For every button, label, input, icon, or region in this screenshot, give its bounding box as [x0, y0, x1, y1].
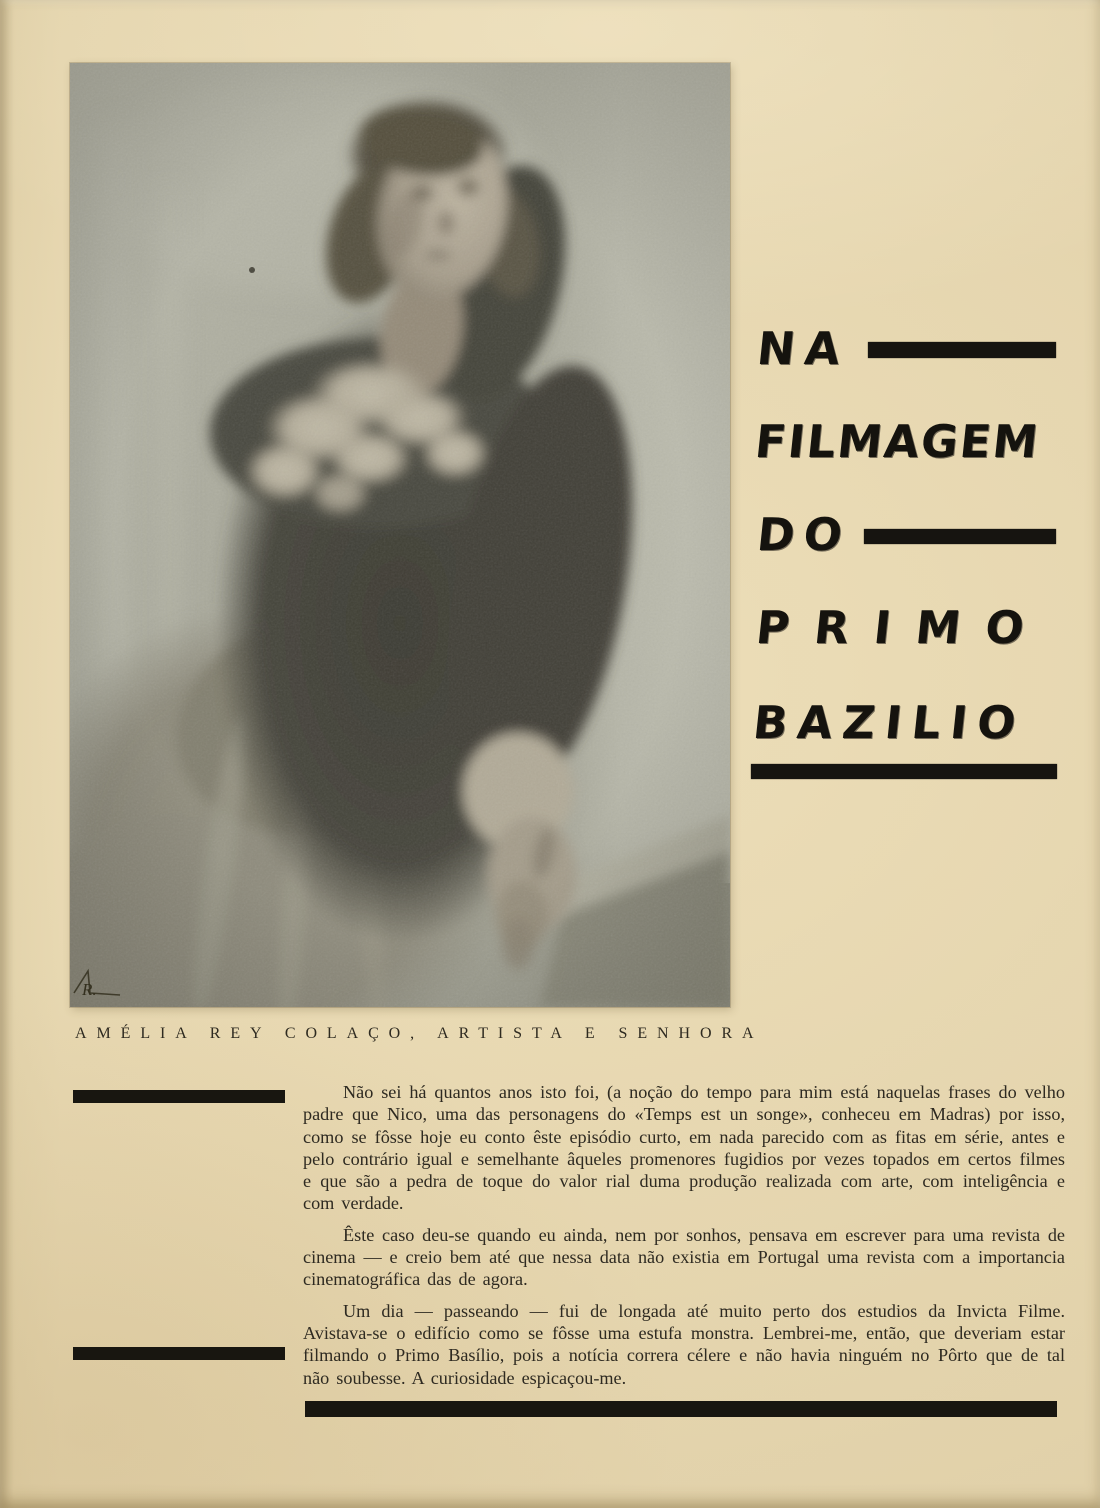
headline-rule-top: [868, 342, 1056, 358]
headline-line-bazilio: BAZILIO: [750, 696, 1029, 749]
photo-signature: R.: [82, 980, 97, 999]
portrait-photo-art: [70, 63, 730, 1007]
headline-line-filmagem: FILMAGEM: [752, 415, 1043, 468]
headline-rule-middle: [864, 529, 1056, 544]
article-end-rule: [73, 1347, 285, 1360]
headline-rule-bottom: [751, 764, 1057, 779]
article-paragraph: Um dia — passeando — fui de longada até muito perto dos estudios da Invicta Filme. Avistava-se o edifício como se fôsse uma estufa monstra. Lembrei-me, então, que deveriam estar filmando o Primo Basílio, pois a notícia correra célere e não havia ninguém no Pôrto que de tal não soubesse. A curiosidade espicaçou-me.: [303, 1300, 1065, 1388]
portrait-photo: [70, 63, 730, 1007]
headline-line-do: DO: [754, 508, 854, 561]
article-body: [303, 1081, 1065, 1389]
article-paragraph: Não sei há quantos anos isto foi, (a noção do tempo para mim está naquelas frases do velho padre que Nico, uma das personagens do «Temps est un songe», conheceu em Madras) por isso, como se fôsse hoje eu conto êste episódio curto, em nada parecido com as fitas em série, antes e pelo contrário igual e semelhante âqueles promenores fugidios por vezes topados em certos filmes e que são a pedra de toque do valor rial duma produção realizada com arte, com inteligência e com verdade.: [303, 1082, 1065, 1214]
article-bottom-rule: [305, 1401, 1057, 1417]
article-lead-rule: [73, 1090, 285, 1103]
headline-line-primo: PRIMO: [753, 601, 1052, 654]
headline-line-na: NA: [754, 322, 853, 375]
article-paragraph: Êste caso deu-se quando eu ainda, nem por sonhos, pensava em escrever para uma revista de cinema — e creio bem até que nessa data não existia em Portugal uma revista com a importancia cinematográfica das de agora.: [303, 1224, 1065, 1290]
photo-caption: AMÉLIA REY COLAÇO, ARTISTA E SENHORA: [75, 1025, 764, 1042]
